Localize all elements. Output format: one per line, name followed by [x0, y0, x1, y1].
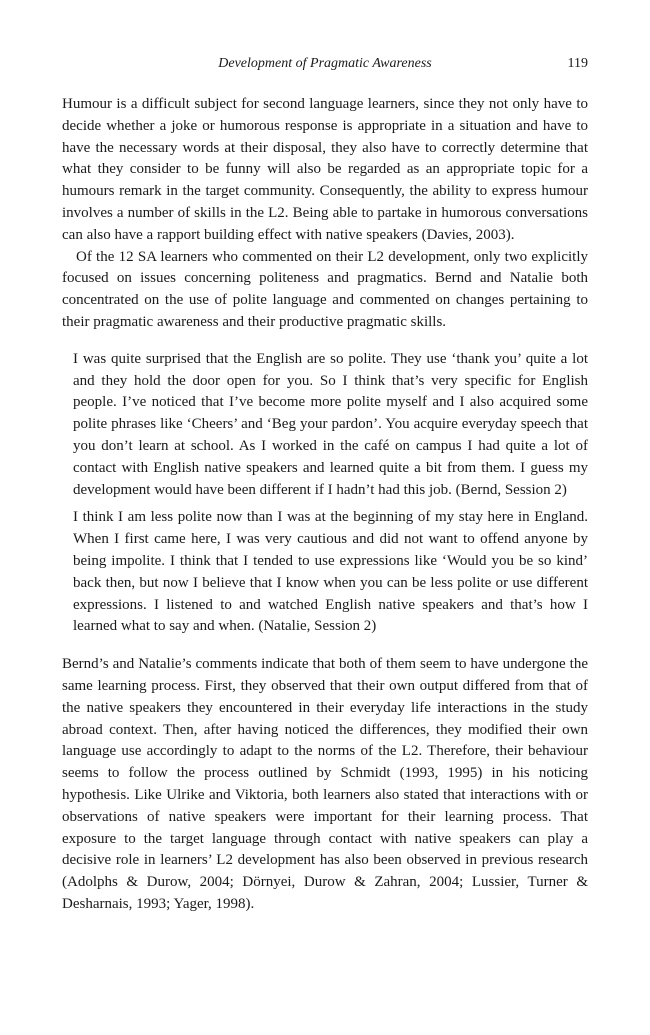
book-page [62, 56, 588, 916]
page-body [62, 94, 588, 916]
running-title: Development of Pragmatic Awareness [218, 56, 432, 71]
running-head [62, 56, 588, 76]
quote-bernd: I was quite surprised that the English are so polite. They use ‘thank you’ quite a lot and they hold the door open for you. So I think that’s very specific for English people. I’ve noticed that I’ve become more polite myself and I also acquired some polite phrases like ‘Cheers’ and ‘Beg your pardon’. You acquire everyday speech that you don’t learn at school. As I worked in the café on campus I had quite a lot of contact with English native speakers and learned quite a bit from them. I guess my development would have been different if I hadn’t had this job. (Bernd, Session 2) [73, 350, 588, 498]
body-paragraph-analysis: Bernd’s and Natalie’s comments indicate that both of them seem to have undergone the same learning process. First, they observed that their own output differed from that of the native speakers they encountered in their everyday life interactions in the study abroad context. Then, after having noticed the differences, they modified their own language use accordingly to adapt to the norms of the L2. Therefore, their behaviour seems to follow the process outlined by Schmidt (1993, 1995) in his noticing hypothesis. Like Ulrike and Viktoria, both learners also stated that interactions with or observations of native speakers were important for their learning process. That exposure to the target language through contact with native speakers can play a decisive role in learners’ L2 development has also been observed in previous research (Adolphs & Durow, 2004; Dörnyei, Durow & Zahran, 2004; Lussier, Turner & Desharnais, 1993; Yager, 1998). [62, 656, 588, 912]
page-number: 119 [567, 56, 588, 71]
quote-natalie: I think I am less polite now than I was at the beginning of my stay here in England. When I first came here, I was very cautious and did not want to offend anyone by being impolite. I think that I tended to use expressions like ‘Would you be so kind’ back then, but now I believe that I know when you can be less polite or use different expressions. I listened to and watched English native speakers and that’s how I learned what to say and when. (Natalie, Session 2) [73, 509, 588, 635]
block-quotes [73, 349, 588, 638]
body-paragraph-sa-learners: Of the 12 SA learners who commented on their L2 development, only two explicitly focused on issues concerning politeness and pragmatics. Bernd and Natalie both concentrated on the use of polite language and commented on changes pertaining to their pragmatic awareness and their productive pragmatic skills. [62, 248, 588, 330]
body-paragraph-humour: Humour is a difficult subject for second language learners, since they not only have to decide whether a joke or humorous response is appropriate in a situation and have to have the necessary words at their disposal, they also have to correctly determine that what they consider to be funny will also be regarded as an appropriate topic for a humours remark in the target community. Consequently, the ability to express humour involves a number of skills in the L2. Being able to partake in humorous conversations can also have a rapport building effect with native speakers (Davies, 2003). [62, 96, 588, 243]
